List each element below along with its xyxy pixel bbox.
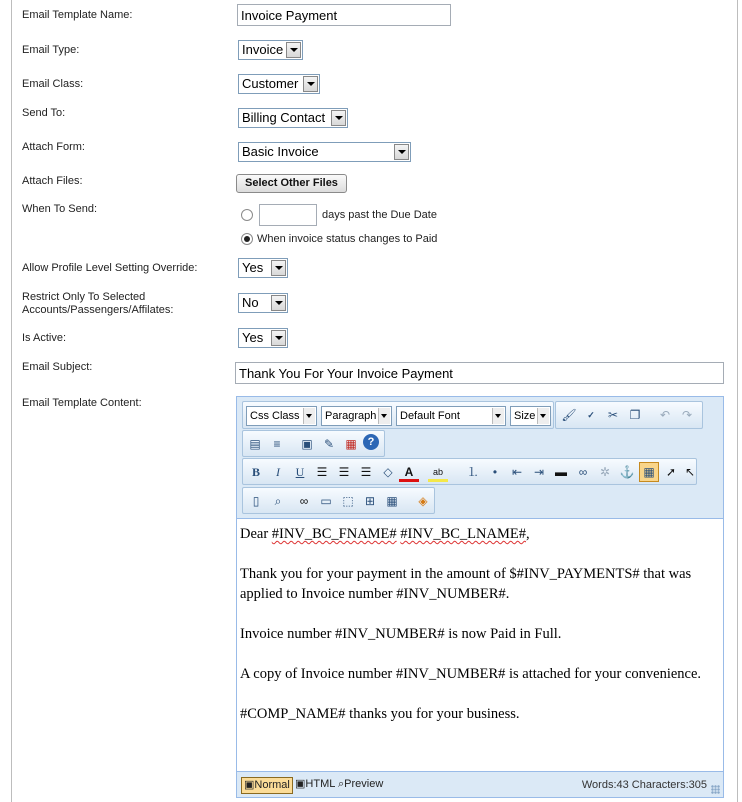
redo-icon[interactable]: ↷ xyxy=(681,408,693,422)
box-icon[interactable]: ⬚ xyxy=(342,494,354,508)
mode-normal-label: Normal xyxy=(254,779,290,791)
undo-icon[interactable]: ↶ xyxy=(659,408,671,422)
align-left-icon[interactable]: ☰ xyxy=(316,465,328,479)
italic-icon[interactable]: I xyxy=(276,465,280,479)
font-color-icon[interactable]: A xyxy=(399,462,419,482)
size-value: Size xyxy=(514,410,536,422)
send-to-label: Send To: xyxy=(22,107,66,119)
chevron-down-icon xyxy=(271,295,286,311)
template-icon[interactable]: ▦ xyxy=(386,494,398,508)
flash-icon[interactable]: ✎ xyxy=(323,437,335,451)
chevron-down-icon xyxy=(492,408,504,424)
days-past-due-radio[interactable] xyxy=(241,209,253,221)
attach-form-select[interactable] xyxy=(238,142,411,162)
mode-preview-label: Preview xyxy=(344,778,384,790)
unlink-icon[interactable]: ✲ xyxy=(599,465,611,479)
highlight-icon[interactable]: ab xyxy=(428,462,448,482)
horizontal-rule-icon[interactable]: ▬ xyxy=(555,465,567,479)
table-grid-icon[interactable]: ▦ xyxy=(639,462,659,482)
is-active-label: Is Active: xyxy=(22,332,67,344)
last-name-token: #INV_BC_LNAME# xyxy=(400,526,526,542)
editor-content[interactable] xyxy=(237,520,723,767)
greeting-text: Dear xyxy=(240,526,272,542)
paste-text-icon[interactable]: ≡ xyxy=(273,437,281,451)
word-character-count: Words:43 Characters:305 xyxy=(581,779,707,791)
spellcheck-icon[interactable]: ✓ xyxy=(587,410,595,420)
content-paragraph-greeting xyxy=(240,524,720,544)
allow-override-select[interactable] xyxy=(238,258,288,278)
mode-normal-tab[interactable] xyxy=(241,777,293,794)
toolbar-edit-group xyxy=(555,401,703,429)
subject-label: Email Subject: xyxy=(22,361,93,373)
greeting-comma: , xyxy=(525,526,530,542)
email-type-label: Email Type: xyxy=(22,44,80,56)
html-mode-icon: ▣ xyxy=(295,778,306,790)
template-name-label: Email Template Name: xyxy=(22,9,133,21)
font-select[interactable] xyxy=(396,406,506,426)
underline-icon[interactable]: U xyxy=(295,465,305,479)
preview-search-icon: ⌕ xyxy=(338,778,345,790)
attach-form-label: Attach Form: xyxy=(22,141,85,153)
chevron-down-icon xyxy=(394,144,409,160)
tag-icon[interactable]: ◈ xyxy=(418,494,428,508)
allow-override-value: Yes xyxy=(242,260,264,275)
is-active-select[interactable] xyxy=(238,328,288,348)
anchor-icon[interactable]: ⚓ xyxy=(619,465,635,479)
send-to-value: Billing Contact xyxy=(242,110,326,125)
frame-right-border xyxy=(737,0,738,802)
resize-grip-icon[interactable] xyxy=(711,785,720,794)
restrict-select[interactable] xyxy=(238,293,288,313)
toolbar-dropdown-group xyxy=(242,401,554,429)
chevron-down-icon xyxy=(303,76,318,92)
editor-toolbar xyxy=(237,397,723,519)
mode-preview-tab[interactable] xyxy=(336,777,385,794)
template-name-input[interactable] xyxy=(237,4,451,26)
content-paragraph-paid: Invoice number #INV_NUMBER# is now Paid in Full. xyxy=(240,626,562,642)
indent-icon[interactable]: ⇥ xyxy=(533,465,545,479)
mode-html-tab[interactable] xyxy=(293,777,337,794)
ordered-list-icon[interactable]: ⒈ xyxy=(466,465,479,479)
content-label: Email Template Content: xyxy=(22,397,142,409)
content-paragraph-thanks: Thank you for your payment in the amount of $#INV_PAYMENTS# that was applied to Invoice number #INV_NUMBER#. xyxy=(240,566,692,602)
frame-left-border xyxy=(11,0,12,802)
outdent-icon[interactable]: ⇤ xyxy=(511,465,523,479)
css-class-select[interactable] xyxy=(246,406,317,426)
help-icon[interactable]: ? xyxy=(363,434,379,450)
chevron-down-icon xyxy=(378,408,390,424)
email-class-select[interactable] xyxy=(238,74,320,94)
status-paid-radio[interactable] xyxy=(241,233,253,245)
restrict-label-line2: Accounts/Passengers/Affilates: xyxy=(22,304,174,316)
status-paid-label: When invoice status changes to Paid xyxy=(257,233,438,245)
form-icon[interactable]: ▭ xyxy=(320,494,332,508)
design-mode-icon: ▣ xyxy=(244,779,255,791)
send-to-select[interactable] xyxy=(238,108,348,128)
mode-html-label: HTML xyxy=(305,778,336,790)
paste-word-icon[interactable]: ▤ xyxy=(249,437,261,451)
size-select[interactable] xyxy=(510,406,551,426)
attach-form-value: Basic Invoice xyxy=(242,144,319,159)
image-icon[interactable]: ▣ xyxy=(301,437,313,451)
copy-icon[interactable]: ❐ xyxy=(629,408,641,422)
email-class-label: Email Class: xyxy=(22,78,84,90)
days-past-due-label: days past the Due Date xyxy=(322,209,437,221)
eraser-icon[interactable]: ◇ xyxy=(383,465,393,479)
format-painter-icon[interactable]: 🖌 xyxy=(561,408,577,422)
email-type-value: Invoice xyxy=(242,42,284,57)
find-icon[interactable]: ⌕ xyxy=(274,494,282,508)
chevron-down-icon xyxy=(286,42,301,58)
link-icon[interactable]: ∞ xyxy=(578,465,588,479)
days-past-due-input[interactable] xyxy=(259,204,317,226)
pointer-icon[interactable]: ↖ xyxy=(684,465,696,479)
toolbar-format-group xyxy=(242,458,697,485)
paragraph-value: Paragraph xyxy=(325,410,377,422)
editor-statusbar xyxy=(237,771,723,797)
chevron-down-icon xyxy=(537,408,549,424)
attach-files-label: Attach Files: xyxy=(22,175,83,187)
content-paragraph-closing: #COMP_NAME# thanks you for your business. xyxy=(240,706,520,722)
allow-override-label: Allow Profile Level Setting Override: xyxy=(22,262,198,274)
chevron-down-icon xyxy=(331,110,346,126)
is-active-value: Yes xyxy=(242,330,264,345)
content-paragraph-copy: A copy of Invoice number #INV_NUMBER# is attached for your convenience. xyxy=(240,666,702,682)
cut-icon[interactable]: ✂ xyxy=(607,408,619,422)
align-center-icon[interactable]: ☰ xyxy=(338,465,350,479)
table-icon[interactable]: ⊞ xyxy=(364,494,376,508)
pointer-plus-icon[interactable]: ➚ xyxy=(665,465,677,479)
font-value: Default Font xyxy=(400,410,460,422)
subject-input[interactable] xyxy=(235,362,724,384)
toolbar-tools-group xyxy=(242,487,435,514)
chevron-down-icon xyxy=(303,408,315,424)
pdf-icon[interactable]: ▦ xyxy=(345,437,357,451)
restrict-label-line1: Restrict Only To Selected xyxy=(22,291,146,303)
email-class-value: Customer xyxy=(242,76,299,91)
bold-icon[interactable]: B xyxy=(251,465,260,479)
unordered-list-icon[interactable]: • xyxy=(492,465,498,479)
email-type-select[interactable] xyxy=(238,40,303,60)
chevron-down-icon xyxy=(271,330,286,346)
when-to-send-label: When To Send: xyxy=(22,203,98,215)
restrict-value: No xyxy=(242,295,259,310)
select-other-files-button[interactable]: Select Other Files xyxy=(236,174,347,193)
rich-text-editor xyxy=(236,396,724,798)
css-class-value: Css Class xyxy=(250,410,300,422)
binoculars-icon[interactable]: ∞ xyxy=(299,494,309,508)
new-doc-icon[interactable]: ▯ xyxy=(252,494,260,508)
align-right-icon[interactable]: ☰ xyxy=(360,465,372,479)
toolbar-insert-group xyxy=(242,430,385,457)
paragraph-select[interactable] xyxy=(321,406,392,426)
chevron-down-icon xyxy=(271,260,286,276)
first-name-token: #INV_BC_FNAME# xyxy=(271,526,397,542)
